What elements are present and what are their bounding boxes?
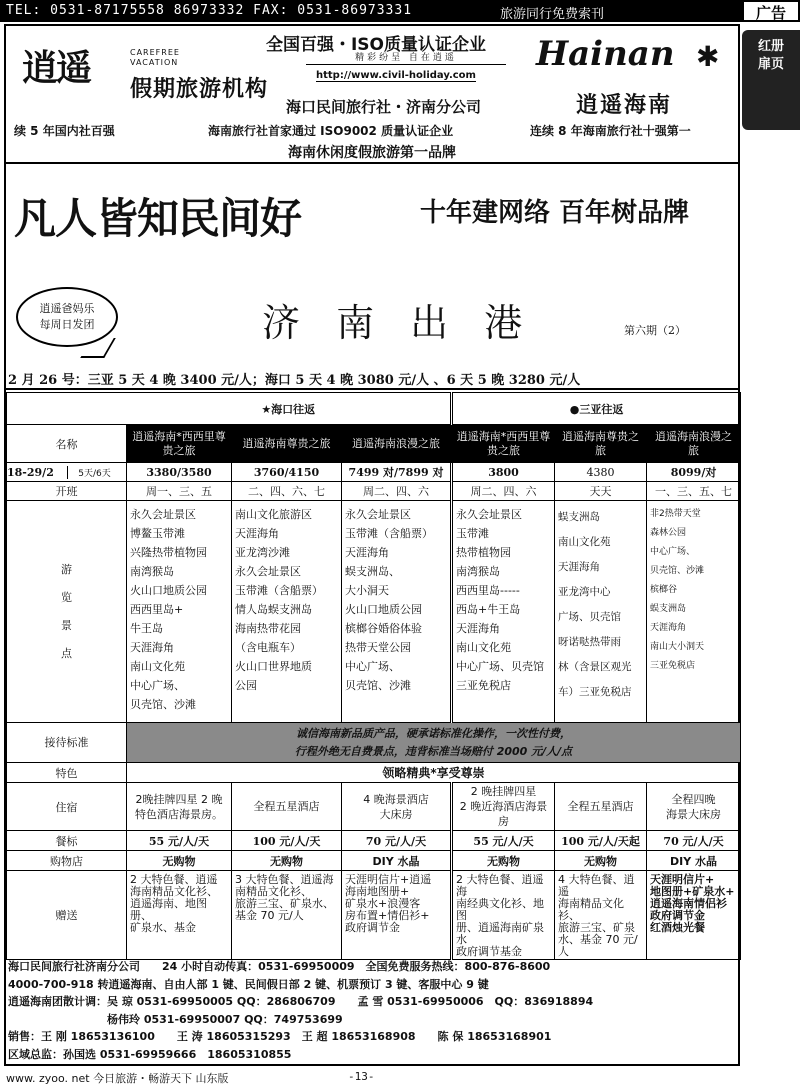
cell-line: 公园: [235, 679, 257, 692]
cell-line: 西岛+牛王岛: [456, 603, 521, 616]
cell-line: 南山文化苑: [130, 660, 185, 673]
cell-line: 政府调节金: [345, 921, 400, 934]
bottom-bar: [0, 1067, 800, 1086]
schedule-cell: 周二、四、六: [452, 482, 555, 501]
footer-line: 逍遥海南团散计调：吴 琼 0531-69950005 QQ：286806709 孟 雪 0531-69950006 QQ：836918894: [8, 995, 594, 1008]
cell-line: 永久会址景区: [345, 508, 411, 521]
schedule-row: [7, 482, 741, 501]
cell-line: 4 晚海景酒店: [363, 792, 429, 806]
cell-line: 玉带滩（含船票）: [345, 527, 433, 540]
cell-line: 情人岛蜈支洲岛: [235, 603, 312, 616]
cell-line: 火山口地质公园: [130, 584, 207, 597]
cell-line: 中心广场、: [130, 679, 185, 692]
cell-line: 西西里岛+: [130, 603, 184, 616]
cell-line: 贝壳馆、沙滩: [345, 679, 411, 692]
claim-3: 连续 8 年海南旅行社十强第一: [530, 124, 691, 138]
cell-line: 3 大特色餐、逍遥海: [235, 873, 334, 886]
logo-right-en: Hainan: [536, 34, 675, 74]
price-cell: 8099/对: [647, 463, 741, 482]
cell-line: 海景大床房: [666, 807, 722, 821]
spots-cell: [647, 501, 741, 723]
top-bar: [0, 0, 800, 22]
gift-cell: [452, 871, 555, 960]
date-range: 18-29/2: [7, 465, 54, 479]
page-number: -13-: [348, 1070, 375, 1083]
cell-line: 旅游三宝、矿泉: [558, 921, 636, 934]
gift-cell: [342, 871, 452, 960]
shop-cell: 无购物: [452, 851, 555, 871]
cell-line: 三亚免税店: [456, 679, 512, 692]
meal-cell: 70 元/人/天: [342, 831, 452, 851]
cell-line: 全程五星酒店: [253, 800, 320, 813]
hotel-cell: [452, 783, 555, 831]
cell-line: 槟榔谷婚俗体验: [345, 622, 422, 635]
label-gift: 赠送: [7, 871, 127, 960]
meal-cell: 70 元/人/天: [647, 831, 741, 851]
claim-1: 续 5 年国内社百强: [14, 124, 115, 138]
cell-line: 逍遥海南、地图册、: [130, 897, 207, 922]
price-cell: 3800: [452, 463, 555, 482]
cell-line: 车）三亚免税店: [558, 686, 632, 698]
cell-line: 呀诺哒热带雨: [558, 636, 622, 648]
cell-line: 海南精品文化衫、: [558, 897, 625, 922]
cell-line: 蜈支洲岛、: [345, 565, 400, 578]
header-slogan: 精彩纷呈 自在逍遥: [306, 50, 506, 65]
cell-line: 永久会址景区: [456, 508, 523, 521]
label-hotel: 住宿: [7, 783, 127, 831]
cell-line: 逍遥海南情侣衫: [650, 897, 728, 910]
label-shop: 购物店: [7, 851, 127, 871]
cell-line: 特色酒店海景房。: [135, 807, 223, 821]
cell-line: 红酒烛光餐: [650, 921, 706, 934]
cell-line: 南精品文化衫、: [235, 885, 312, 898]
spots-row: [7, 501, 741, 723]
cell-line: 玉带滩: [456, 527, 490, 540]
bubble-line-2: 每周日发团: [39, 318, 95, 331]
header-subtitle: 海口民间旅行社・济南分公司: [286, 98, 482, 116]
cell-line: 2 晚挂牌四星: [470, 785, 537, 798]
date-days-cell: [7, 463, 127, 482]
gift-cell: [647, 871, 741, 960]
cell-line: 南经典文化衫、地图: [456, 897, 545, 922]
product-header: 逍遥海南*西西里尊贵之旅: [127, 425, 232, 463]
label-spots-char: 游: [61, 562, 72, 576]
shop-cell: 无购物: [555, 851, 647, 871]
cell-line: 兴隆热带植物园: [130, 546, 207, 559]
hotel-row: [7, 783, 741, 831]
cell-line: 蜈支洲岛: [650, 604, 687, 614]
cell-line: 贝壳馆、沙滩: [650, 566, 705, 576]
cell-line: 热带植物园: [456, 546, 512, 559]
cell-line: 永久会址景区: [235, 565, 301, 578]
footer-line: 区域总监：孙国选 0531-69959666 18605310855: [8, 1047, 292, 1061]
cell-line: 南山大小洞天: [650, 642, 705, 652]
hotel-cell: [647, 783, 741, 831]
cell-line: 2晚挂牌四星 2 晚: [135, 792, 223, 806]
spots-cell: [555, 501, 647, 723]
cell-line: 人: [558, 945, 570, 958]
claim-2: 海南旅行社首家通过 ISO9002 质量认证企业: [208, 124, 454, 138]
cell-line: 海南地图册+: [345, 885, 410, 898]
logo-left-name: 假期旅游机构: [130, 77, 269, 102]
cell-line: 亚龙湾中心: [558, 586, 611, 598]
cell-line: 广场、贝壳馆: [558, 611, 622, 623]
price-cell: 7499 对/7899 对: [342, 463, 452, 482]
product-row: [7, 425, 741, 463]
route-row: [7, 393, 741, 425]
schedule-cell: 天天: [555, 482, 647, 501]
cell-line: 册、逍遥海南矿泉水: [456, 921, 545, 946]
cell-line: 天涯海角: [650, 623, 687, 633]
logo-left-cn: 逍遥: [22, 47, 91, 89]
route-haikou: ★海口往返: [127, 393, 452, 425]
cell-line: 中心广场、贝壳馆: [456, 660, 545, 673]
hotel-cell: [555, 783, 647, 831]
feature-text: 领略精典*享受尊崇: [127, 763, 741, 783]
cell-line: 博鳌玉带滩: [130, 527, 185, 540]
route-sanya: ●三亚往返: [452, 393, 741, 425]
header-title: 全国百强・ISO质量认证企业: [265, 35, 487, 55]
cell-line: 牛王岛: [130, 622, 163, 635]
cell-line: 海南精品文化衫、: [130, 885, 218, 898]
cell-line: 矿泉水、基金: [130, 921, 196, 934]
reception-standard: [127, 723, 741, 763]
cell-line: 房布置+情侣衫+: [345, 909, 430, 922]
cell-line: 林（含景区观光: [558, 661, 632, 673]
cell-line: 森林公园: [650, 528, 687, 538]
price-cell: 3760/4150: [232, 463, 342, 482]
logo-en-line2: VACATION: [130, 58, 179, 67]
reception-line-2: 行程外绝无自费景点，违背标准当场赔付 2000 元/人/点: [294, 744, 573, 758]
days-label: 5天/6天: [67, 466, 121, 479]
schedule-cell: 周一、三、五: [127, 482, 232, 501]
website-link[interactable]: http://www.civil-holiday.com: [316, 70, 476, 81]
free-catalog-text: 旅游同行免费索刊: [500, 7, 605, 22]
cell-line: 贝壳馆、沙滩: [130, 698, 196, 711]
cell-line: 天涯海角: [558, 561, 601, 573]
meal-row: [7, 831, 741, 851]
cell-line: 非2热带天堂: [650, 509, 701, 519]
cell-line: 矿泉水+浪漫客: [345, 897, 421, 910]
meal-cell: 100 元/人/天: [232, 831, 342, 851]
bubble-line-1: 逍遥爸妈乐: [39, 302, 95, 315]
cell-line: 天涯海角: [130, 641, 174, 654]
gift-row: [7, 871, 741, 960]
cell-line: 南山文化旅游区: [235, 508, 312, 521]
cell-line: 西西里岛-----: [456, 584, 520, 597]
spots-cell: [232, 501, 342, 723]
speech-bubble: [16, 287, 118, 347]
cell-line: 政府调节金: [650, 909, 706, 922]
logo-right-cn: 逍遥海南: [576, 93, 673, 118]
cell-line: 火山口世界地质: [235, 660, 312, 673]
price-cell: 4380: [555, 463, 647, 482]
cell-line: 南山文化苑: [558, 536, 611, 548]
site-tagline: www. zyoo. net 今日旅游・畅游天下 山东版: [6, 1072, 229, 1085]
section-tab-label: 红册扉页: [758, 39, 785, 72]
claims-line: [14, 122, 734, 140]
cell-line: 旅游三宝、矿泉水、: [235, 897, 334, 910]
gift-cell: [555, 871, 647, 960]
shop-cell: 无购物: [127, 851, 232, 871]
label-meal: 餐标: [7, 831, 127, 851]
product-header: 逍遥海南*西西里尊贵之旅: [452, 425, 555, 463]
hotel-cell: [342, 783, 452, 831]
cell-line: 地图册+矿泉水+: [650, 885, 735, 898]
label-spots: [7, 501, 127, 723]
label-schedule: 开班: [7, 482, 127, 501]
contact-line: TEL: 0531-87175558 86973332 FAX: 0531-86973331: [6, 3, 413, 18]
contact-footer: [8, 958, 738, 1063]
price-row: [7, 463, 741, 482]
cell-line: 大小洞天: [345, 584, 389, 597]
label-spots-char: 点: [61, 646, 72, 660]
route-blank: [7, 393, 127, 425]
product-header: 逍遥海南尊贵之旅: [232, 425, 342, 463]
reception-row: [7, 723, 741, 763]
issue-number: 第六期（2）: [624, 324, 686, 337]
footer-line: 4000-700-918 转逍遥海南、自由人部 1 键、民间假日部 2 键、机票预订 3 键、客服中心 9 键: [8, 977, 489, 991]
cell-line: 水、基金 70 元/: [558, 933, 638, 946]
hotel-cell: [127, 783, 232, 831]
cell-line: 南湾猴岛: [130, 565, 174, 578]
cell-line: 4 大特色餐、逍遥: [558, 873, 635, 898]
spots-cell: [342, 501, 452, 723]
cell-line: 三亚免税店: [650, 661, 696, 671]
logo-left-en: [130, 48, 180, 68]
cell-line: 政府调节基金: [456, 945, 523, 958]
cell-line: 南山文化苑: [456, 641, 512, 654]
cell-line: 天涯海角: [345, 546, 389, 559]
cell-line: 玉带滩（含船票）: [235, 584, 323, 597]
agency-logo: [18, 34, 268, 104]
cell-line: 中心广场、: [650, 547, 696, 557]
product-header: 逍遥海南浪漫之旅: [342, 425, 452, 463]
cell-line: 亚龙湾沙滩: [235, 546, 290, 559]
cell-line: 天涯海角: [235, 527, 279, 540]
cell-line: 天涯海角: [456, 622, 501, 635]
cell-line: 海南热带花园: [235, 622, 301, 635]
product-header: 逍遥海南浪漫之旅: [647, 425, 741, 463]
cell-line: 槟榔谷: [650, 585, 678, 595]
shop-cell: DIY 水晶: [342, 851, 452, 871]
itinerary-table: [6, 392, 741, 960]
label-spots-char: 景: [61, 618, 72, 632]
cell-line: 蜈支洲岛: [558, 511, 601, 523]
divider: [4, 388, 740, 390]
meal-cell: 100 元/人/天起: [555, 831, 647, 851]
cell-line: 基金 70 元/人: [235, 909, 304, 922]
footer-line: 杨伟玲 0531-69950007 QQ：749753699: [8, 1012, 343, 1026]
page-title: 济 南 出 港: [262, 301, 535, 345]
footer-line: 销售：王 刚 18653136100 王 涛 18605315293 王 超 18653168908 陈 保 18653168901: [8, 1030, 552, 1043]
label-spots-char: 览: [61, 590, 72, 604]
meal-cell: 55 元/人/天: [127, 831, 232, 851]
section-tab[interactable]: [742, 30, 800, 130]
label-reception: 接待标准: [7, 723, 127, 763]
cell-line: 2 大特色餐、逍遥: [130, 873, 218, 886]
gift-cell: [232, 871, 342, 960]
shop-cell: DIY 水晶: [647, 851, 741, 871]
gift-cell: [127, 871, 232, 960]
cell-line: （含电瓶车）: [235, 641, 301, 654]
cell-line: 全程五星酒店: [567, 800, 634, 813]
ad-badge: 广告: [742, 0, 800, 22]
hotel-cell: [232, 783, 342, 831]
date-line: 2 月 26 号：三亚 5 天 4 晚 3400 元/人；海口 5 天 4 晚 3080 元/人 、6 天 5 晚 3280 元/人: [8, 373, 581, 388]
schedule-cell: 一、三、五、七: [647, 482, 741, 501]
meal-cell: 55 元/人/天: [452, 831, 555, 851]
schedule-cell: 周二、四、六: [342, 482, 452, 501]
cell-line: 南湾猴岛: [456, 565, 501, 578]
cell-line: 2 晚近海酒店海景房: [459, 800, 548, 828]
cell-line: 大床房: [379, 807, 413, 821]
slogan-right: 十年建网络 百年树品牌: [420, 198, 690, 228]
reception-line-1: 诚信海南新品质产品，硬承诺标准化操作，一次性付费，: [296, 726, 572, 740]
cell-line: 全程四晚: [671, 792, 716, 806]
cell-line: 中心广场、: [345, 660, 400, 673]
spots-cell: [452, 501, 555, 723]
schedule-cell: 二、四、六、七: [232, 482, 342, 501]
cell-line: 天涯明信片+: [650, 873, 715, 886]
brand-line: 海南休闲度假旅游第一品牌: [4, 142, 740, 164]
shop-row: [7, 851, 741, 871]
cell-line: 火山口地质公园: [345, 603, 422, 616]
cell-line: 热带天堂公园: [345, 641, 411, 654]
label-name: 名称: [7, 425, 127, 463]
feature-row: [7, 763, 741, 783]
product-header: 逍遥海南尊贵之旅: [555, 425, 647, 463]
cell-line: 永久会址景区: [130, 508, 196, 521]
palm-tree-icon: ✱: [696, 40, 720, 73]
footer-line: 海口民间旅行社济南分公司 24 小时自动传真：0531-69950009 全国免费服务热线：800-876-8600: [8, 960, 551, 973]
hainan-logo: [536, 30, 736, 120]
spots-cell: [127, 501, 232, 723]
label-feature: 特色: [7, 763, 127, 783]
shop-cell: 无购物: [232, 851, 342, 871]
cell-line: 天涯明信片+逍遥: [345, 873, 432, 886]
price-cell: 3380/3580: [127, 463, 232, 482]
logo-en-line1: CAREFREE: [130, 48, 180, 57]
cell-line: 2 大特色餐、逍遥海: [456, 873, 544, 898]
slogan-left: 凡人皆知民间好: [14, 194, 302, 243]
